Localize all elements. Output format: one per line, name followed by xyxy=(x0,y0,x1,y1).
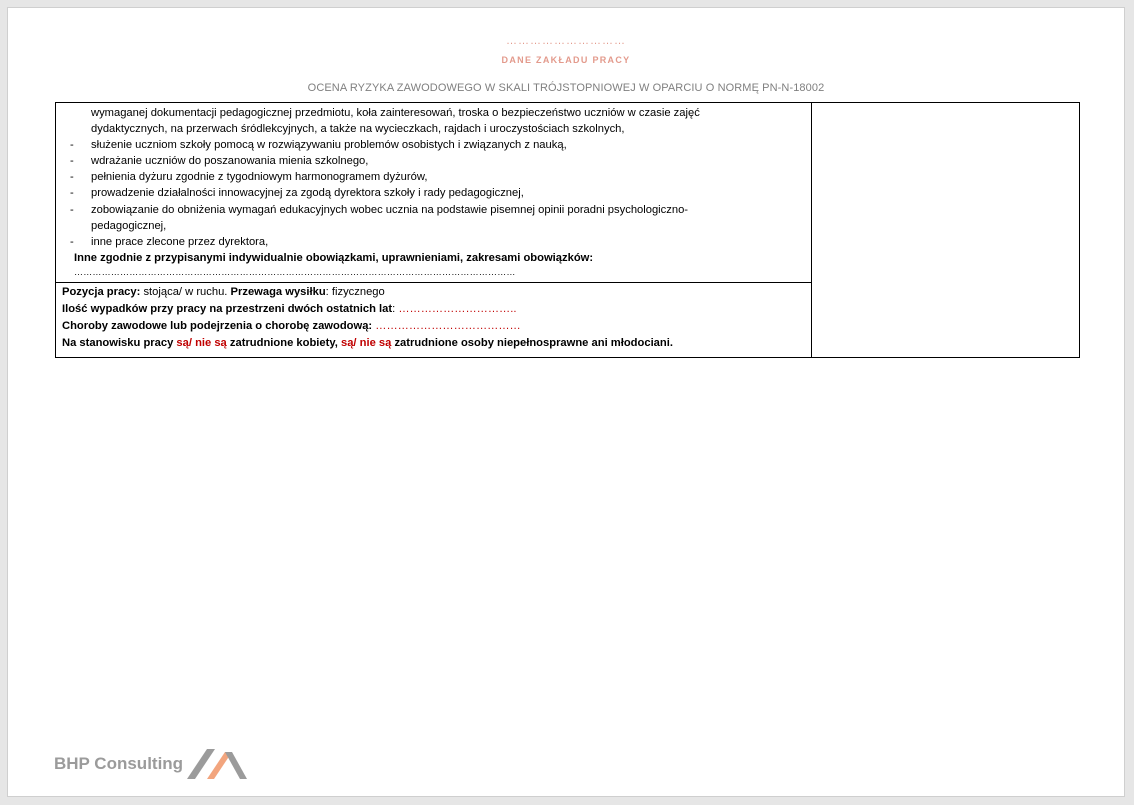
effort-value: : fizycznego xyxy=(325,286,385,298)
work-position-line xyxy=(62,284,807,301)
table-column-divider xyxy=(811,103,812,357)
other-duties-heading: Inne zgodnie z przypisanymi indywidualnie obowiązkami, uprawnieniami, zakresami obowiązków: xyxy=(74,251,594,264)
accidents-line xyxy=(62,301,807,318)
position-cell xyxy=(62,284,807,352)
list-item xyxy=(64,202,804,218)
list-item-text: zobowiązanie do obniżenia wymagań edukacyjnych wobec ucznia na podstawie pisemnej opinii poradni psychologiczno- xyxy=(91,203,689,216)
company-placeholder-dots: ………………………… xyxy=(506,35,626,47)
effort-label: Przewaga wysiłku xyxy=(230,286,326,298)
list-dash: - xyxy=(70,155,74,168)
list-dash: - xyxy=(70,171,74,184)
staff-text: Na stanowisku pracy xyxy=(62,337,177,349)
staff-option-disabled: są/ nie są xyxy=(340,337,392,349)
list-item xyxy=(64,185,804,201)
list-item xyxy=(64,153,804,169)
list-item xyxy=(64,137,804,153)
accidents-colon: : xyxy=(392,303,399,315)
list-dash: - xyxy=(70,235,74,248)
document-title: OCENA RYZYKA ZAWODOWEGO W SKALI TRÓJSTOPNIOWEJ W OPARCIU O NORMĘ PN-N-18002 xyxy=(307,82,825,94)
duties-cell xyxy=(64,105,804,278)
list-item-text: służenie uczniom szkoły pomocą w rozwiązywaniu problemów osobistych i związanych z nauką, xyxy=(91,139,567,152)
logo-mountain-icon xyxy=(187,746,247,780)
duty-continuation-line: dydaktycznych, na przerwach śródlekcyjnych, a także na wycieczkach, rajdach i uroczystościach szkolnych, xyxy=(91,123,625,136)
list-item-text: prowadzenie działalności innowacyjnej za zgodą dyrektora szkoły i rady pedagogicznej, xyxy=(91,187,524,200)
staff-option-women: są/ nie są xyxy=(176,337,227,349)
company-name-placeholder: DANE ZAKŁADU PRACY xyxy=(501,55,631,65)
list-item xyxy=(64,234,804,250)
accidents-dots: ………………………….. xyxy=(398,303,517,315)
table-row-divider xyxy=(56,282,811,283)
accidents-label: Ilość wypadków przy pracy na przestrzeni dwóch ostatnich lat xyxy=(62,303,393,315)
list-dash: - xyxy=(70,139,74,152)
list-dash: - xyxy=(70,203,74,216)
logo-text: BHP Consulting xyxy=(54,754,184,773)
work-position-value: stojąca/ w ruchu. xyxy=(140,286,231,298)
diseases-label: Choroby zawodowe lub podejrzenia o chorobę zawodową: xyxy=(62,320,373,332)
staff-text: zatrudnione osoby niepełnosprawne ani młodociani. xyxy=(391,337,673,349)
list-item-text: inne prace zlecone przez dyrektora, xyxy=(91,235,269,248)
company-logo xyxy=(54,746,249,782)
staff-text: zatrudnione kobiety, xyxy=(226,337,341,349)
duty-continuation-line: wymaganej dokumentacji pedagogicznej przedmiotu, koła zainteresowań, troska o bezpieczeństwo uczniów w czasie zajęć xyxy=(91,107,700,119)
diseases-line xyxy=(62,318,807,335)
risk-table xyxy=(55,102,1080,358)
other-duties-dotted-line: ……………………………………………………………………………………………………………………………… xyxy=(74,266,516,277)
list-item-text: wdrażanie uczniów do poszanowania mienia szkolnego, xyxy=(91,155,369,168)
diseases-dots: ………………………………… xyxy=(372,320,521,332)
staff-line xyxy=(62,335,807,352)
list-item-text: pełnienia dyżuru zgodnie z tygodniowym harmonogramem dyżurów, xyxy=(91,171,428,184)
list-item-continuation: pedagogicznej, xyxy=(91,219,167,232)
list-dash: - xyxy=(70,187,74,200)
work-position-label: Pozycja pracy: xyxy=(62,286,141,298)
document-page xyxy=(7,7,1125,797)
list-item xyxy=(64,169,804,185)
